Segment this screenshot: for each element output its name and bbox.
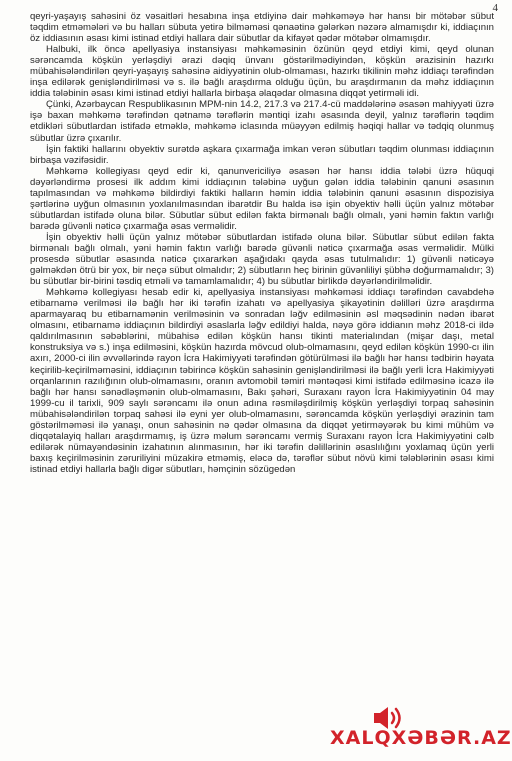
paragraph: İşin obyektiv həlli üçün yalnız mötəbər sübutlardan istifadə oluna bilər. Sübutlar sübut edilən fakta birmənalı bağlı olmalı, yəni həmin faktın varlığı barədə güvənli nəticə çıxarmağa əsas verməlidir. Mülki prosesdə sübutlar əsasında nəticə çıxararkən aşağıdakı qayda əsas tutulmalıdır: 1) güvənli nəticəyə gəlməkdən ötrü bir yox, bir neçə sübut olmalıdır; 2) sübutların heç birinin güvənliliyi şübhə doğurmamalıdır; 3) bu sübutlar bir-birini təsdiq etməli və tamamlamalıdır; 4) bu sübutlar birlikdə dəyərləndirilməlidir. bbox=[30, 231, 494, 288]
page-number: 4 bbox=[492, 2, 498, 14]
paragraph: Çünki, Azərbaycan Respublikasının MPM-nin 14.2, 217.3 və 217.4-cü maddələrinə əsasən mahiyyəti üzrə işə baxan məhkəmə tərəfindən qətnamə tərəflərin məntiqi izahı əsasında deyil, yalnız tərəflərin təqdim etdikləri sübutlardan istifadə etməklə, məhkəmə iclasında müəyyən edilmiş həqiqi hallar və tədqiq olunmuş sübutlar üzrə çıxarılır. bbox=[30, 99, 494, 144]
paragraph: İşin faktiki hallarını obyektiv surətdə aşkara çıxarmağa imkan verən sübutları təqdim olunması iddiaçının birbaşa vəzifəsidir. bbox=[30, 143, 494, 166]
document-body bbox=[30, 11, 494, 475]
paragraph: qeyri-yaşayış sahəsini öz vəsaitləri hesabına inşa etdiyinə dair məhkəməyə hər hansı bir mötəbər sübut təqdim etməmələri və bu halları sübuta yetirə bilməməsi qənaətinə gələrkən nəzərə almamışdır ki, iddiaçının öz iddiasının əsası kimi istinad etdiyi hallara dair sübutlar da kifayət qədər mötəbər olmamışdır. bbox=[30, 11, 494, 45]
site-watermark bbox=[330, 705, 512, 761]
paragraph: Məhkəmə kollegiyası qeyd edir ki, qanunvericiliyə əsasən hər hansı iddia tələbi üzrə hüquqi dəyərləndirmə prosesi ilk addım kimi iddiaçının tələbinə uyğun gələn iddia tələbinin qanuni əsasının tapılmasından və məhkəmə bildirdiyi faktiki halların həmin iddia tələbinin qanuni əsasının dispozisiya şərtlərinə uyğun olmasının yoxlanılmasından ibarətdir Bu halda isə işin obyektiv həlli üçün yalnız mötəbər sübutlardan istifadə oluna bilər. Sübutlar sübut edilən fakta birmənalı bağlı olmalı, yəni həmin faktın varlığı barədə güvənli nəticə çıxarmağa əsas verməlidir. bbox=[30, 165, 494, 232]
paragraph: Məhkəmə kollegiyası hesab edir ki, apellyasiya instansiyası məhkəməsi iddiaçı tərəfindən cavabdehə etibarnamə verilməsi ilə bağlı hər iki tərəfin izahatı və apellyasiya şikayətinin dəlilləri üzrə araşdırma aparmayaraq bu etibarnamənin verilməsinin və sonradan ləğv edilməsinin əsl məqsədinin nədən ibarət olmasını, etibarnamə iddiaçının bildirdiyi əsaslarla ləğv edildiyi halda, nəyə görə iddianın məhz 2018-ci ildə qaldırılmasının səbəblərini, mübahisə edilən köşkün hansı tikinti materialından (mişar daşı, metal konstruksiya və s.) inşa edilməsini, köşkün hazırda mövcud olub-olmamasını, qeyd edilən köşkün 1990-cı ilin axırı, 2000-ci ilin əvvəllərində rayon İcra Hakimiyyəti tərəfindən götürülməsi ilə bağlı hər hansı tədbirin həyata keçirilib-keçirilməməsini, iddiaçının təbirincə köşkün sahəsinin genişləndirilməsi ilə bağlı yerli İcra Hakimiyyəti orqanlarının razılığının olub-olmamasını, oranın avtomobil təmiri məntəqəsi kimi istifadə edilməsinə icazə ilə bağlı hər hansı sənədləşmənin olub-olmamasını, Bakı şəhəri, Suraxanı rayon İcra Hakimiyyətinin 04 may 1999-cu il tarixli, 909 saylı sərəncamı ilə onun adına rəsmiləşdirilmiş köşkün yerləşdiyi torpaq sahəsinin mübahisələndirilən torpaq sahəsi ilə eyni yer olub-olmamasını, sərəncamda köşkün yerləşdiyi ərazinin tam göstərilməməsi ilə yanaşı, onun sahəsinin nə qədər olmasına da diqqət yetirməyərək bu kimi mühüm və diqqətalayiq halları araşdırmamış, iş üzrə məlum sərəncamı vermiş Suraxanı rayon İcra Hakimiyyətini cəlb edilərək nümayəndəsinin izahatının alınmasının, hər iki tərəfin dəlillərinin əsaslılığını yoxlamaq üçün yerli baxış keçirilməsinin zəruriliyini müzakirə etməmiş, eləcə də, tərəflər sübut növü kimi tələblərinin əsası kimi istinad etdiyi hallarla bağlı digər sübutları, həmçinin sözügedən bbox=[30, 287, 494, 475]
watermark-text: XALQXƏBƏR.AZ bbox=[330, 727, 512, 749]
paragraph: Halbuki, ilk öncə apellyasiya instansiyası məhkəməsinin özünün qeyd etdiyi kimi, qeyd olunan sərəncamda köşkün yerləşdiyi ərazi dəqiq ünvanı göstərilmədiyindən, köşkün ərazisinin hazırkı mübahisələndirilən qeyri-yaşayış sahəsinə aidiyyətinin olub-olmaması, hazırkı tikilinin məhz iddiaçı tərəfindən inşa edilərək genişləndirilməsi və s. ilə bağlı araşdırma olduğu üçün, bu araşdırmanın da məhz iddiaçının iddia tələbinin əsası kimi istinad etdiyi hallarla birbaşa əlaqədar olmasına diqqət yetirməli idi. bbox=[30, 44, 494, 100]
